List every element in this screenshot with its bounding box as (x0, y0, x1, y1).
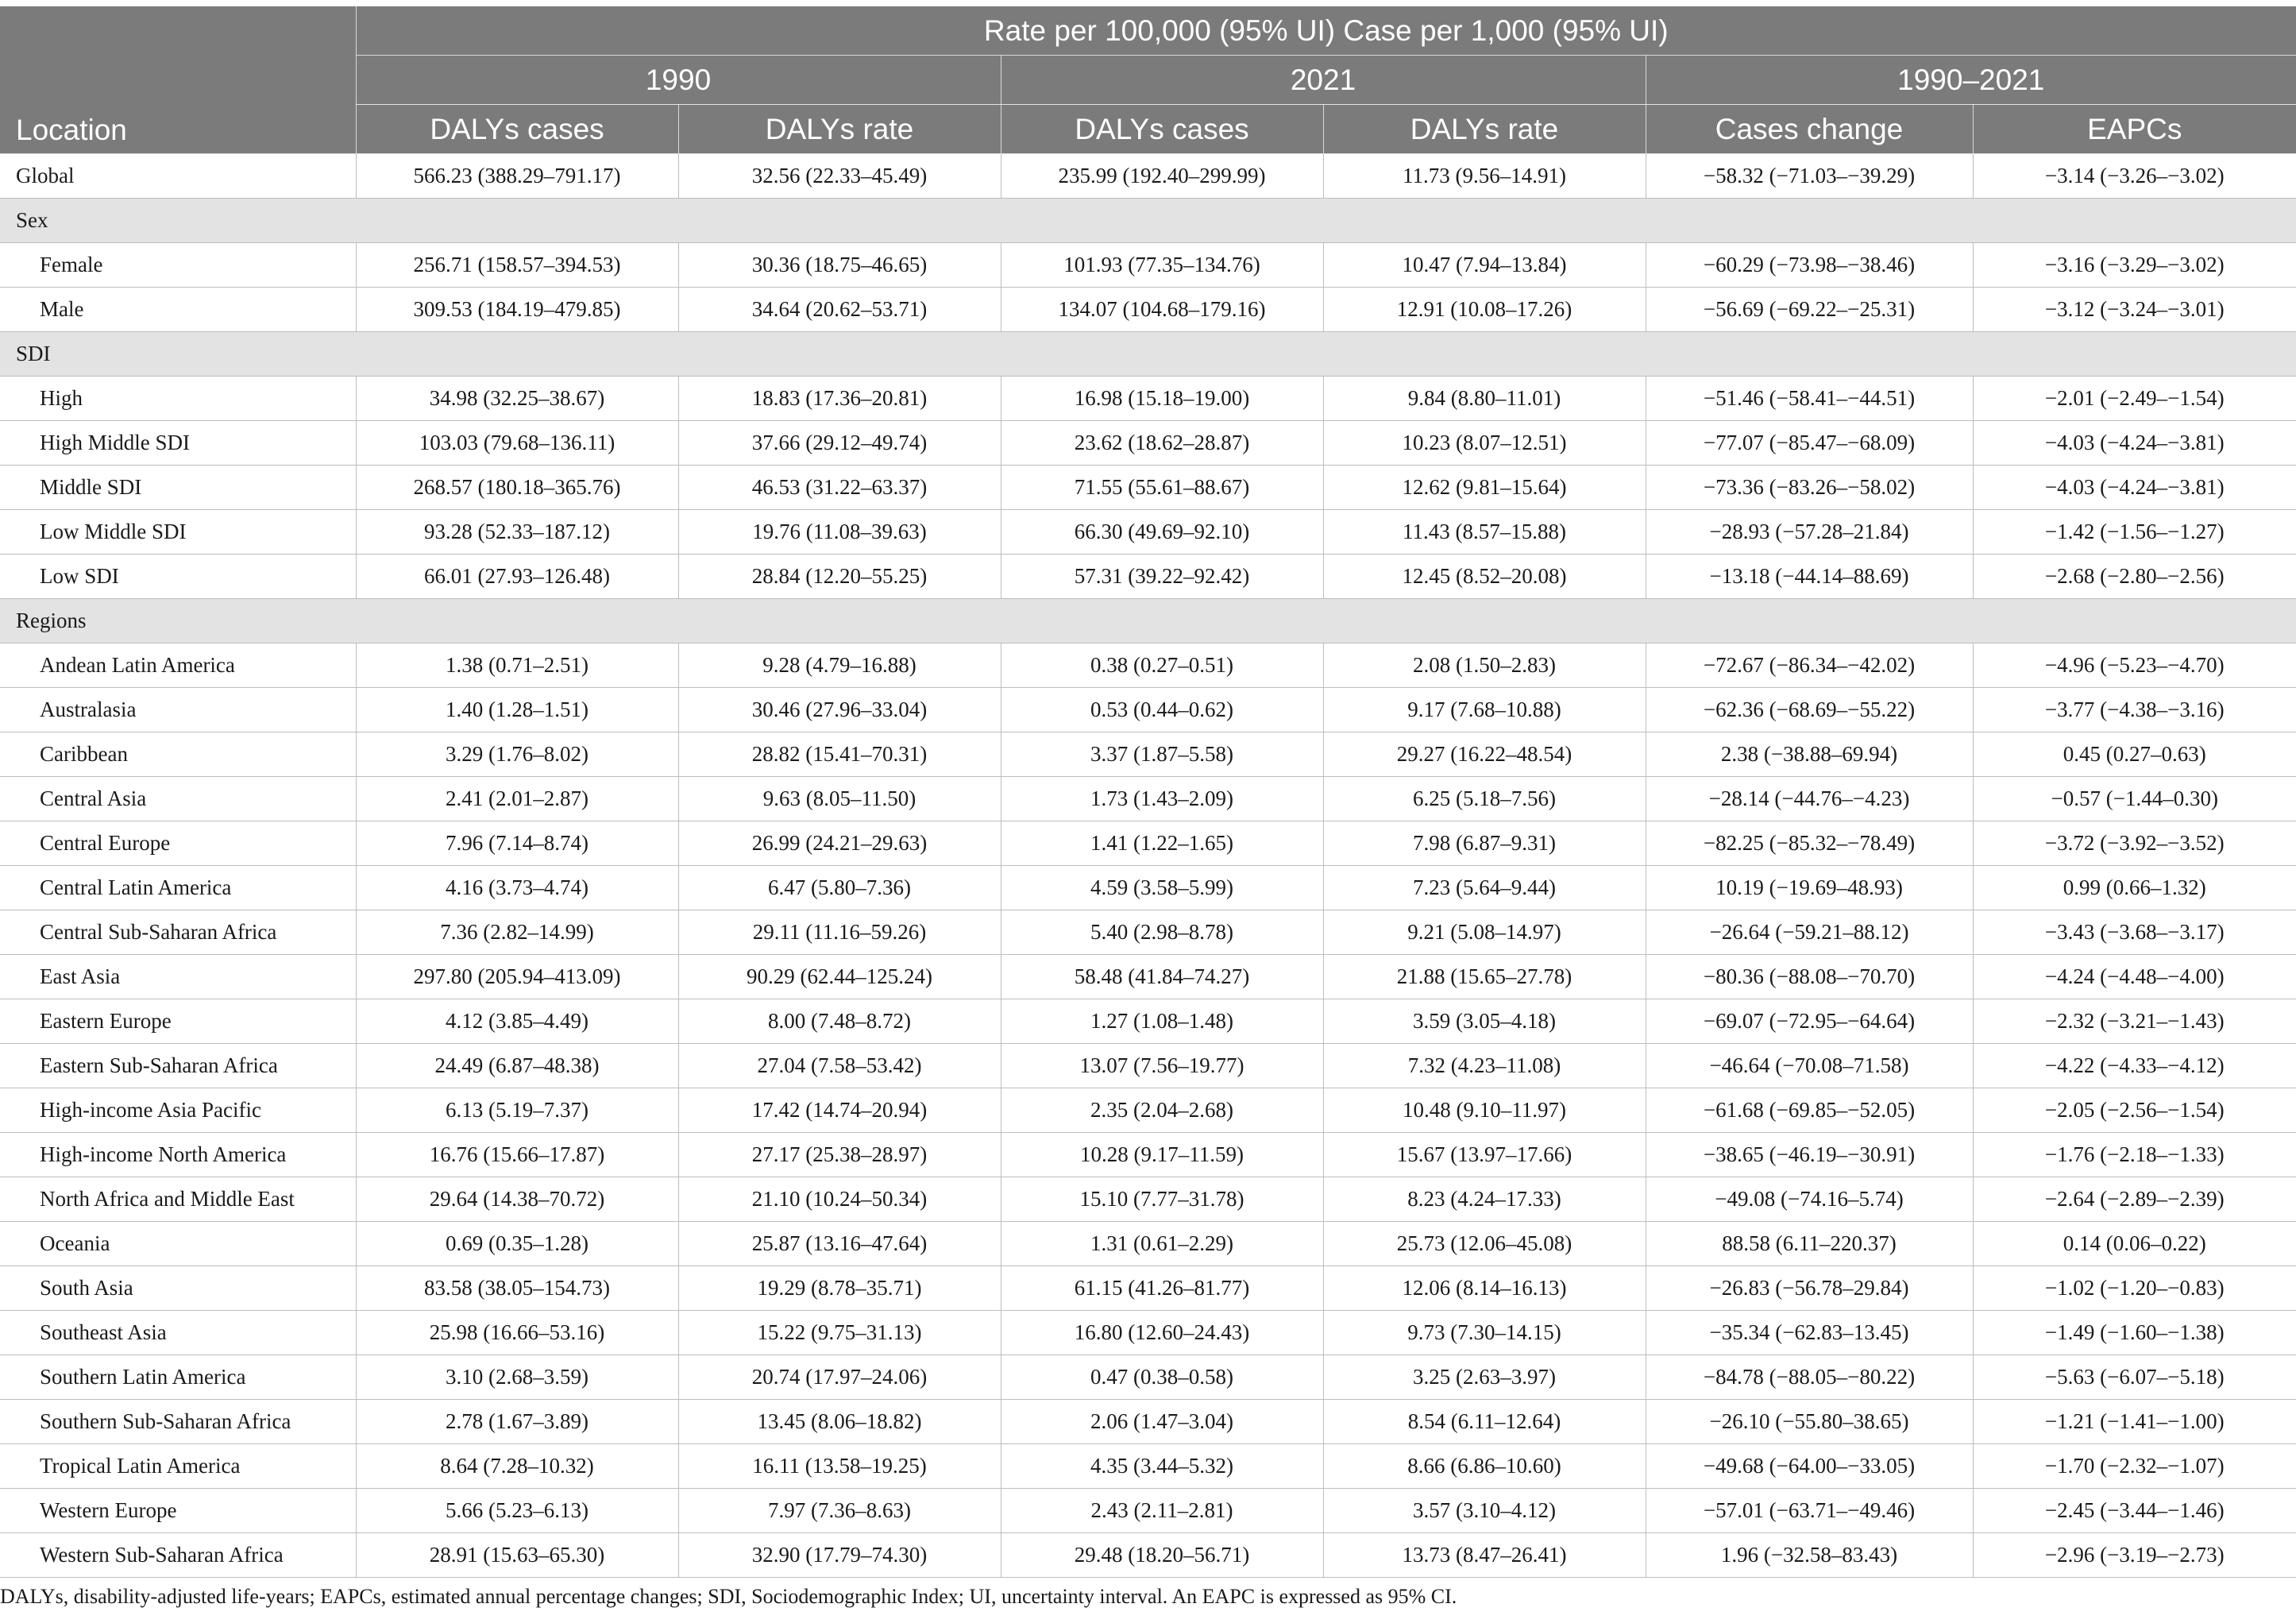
location-cell: High-income North America (0, 1133, 356, 1177)
table-row (0, 1133, 2296, 1177)
value-cell: 2.78 (1.67–3.89) (356, 1400, 678, 1444)
value-cell: 16.76 (15.66–17.87) (356, 1133, 678, 1177)
location-cell: High-income Asia Pacific (0, 1088, 356, 1133)
value-cell: −4.96 (−5.23–−4.70) (1973, 643, 2296, 688)
value-cell: 12.45 (8.52–20.08) (1323, 555, 1646, 599)
value-cell: 10.47 (7.94–13.84) (1323, 243, 1646, 288)
value-cell: 6.47 (5.80–7.36) (678, 866, 1001, 910)
value-cell: 7.97 (7.36–8.63) (678, 1489, 1001, 1533)
value-cell: 4.12 (3.85–4.49) (356, 999, 678, 1044)
value-cell: −1.21 (−1.41–−1.00) (1973, 1400, 2296, 1444)
location-cell: Western Sub-Saharan Africa (0, 1533, 356, 1578)
value-cell: 12.62 (9.81–15.64) (1323, 466, 1646, 510)
value-cell: 9.28 (4.79–16.88) (678, 643, 1001, 688)
value-cell: 8.66 (6.86–10.60) (1323, 1444, 1646, 1489)
table-row (0, 643, 2296, 688)
value-cell: 13.73 (8.47–26.41) (1323, 1533, 1646, 1578)
value-cell: −80.36 (−88.08–−70.70) (1646, 955, 1973, 999)
table-row (0, 510, 2296, 555)
table-row (0, 154, 2296, 199)
section-row (0, 599, 2296, 643)
value-cell: 30.46 (27.96–33.04) (678, 688, 1001, 732)
value-cell: −26.64 (−59.21–88.12) (1646, 910, 1973, 955)
value-cell: −3.14 (−3.26–−3.02) (1973, 154, 2296, 199)
value-cell: −28.14 (−44.76–−4.23) (1646, 777, 1973, 821)
value-cell: 29.48 (18.20–56.71) (1001, 1533, 1323, 1578)
dalys-table (0, 6, 2296, 1578)
value-cell: −56.69 (−69.22–−25.31) (1646, 288, 1973, 332)
value-cell: 2.08 (1.50–2.83) (1323, 643, 1646, 688)
value-cell: 19.29 (8.78–35.71) (678, 1266, 1001, 1311)
value-cell: 235.99 (192.40–299.99) (1001, 154, 1323, 199)
value-cell: 12.06 (8.14–16.13) (1323, 1266, 1646, 1311)
value-cell: 23.62 (18.62–28.87) (1001, 421, 1323, 466)
super-header: Rate per 100,000 (95% UI) Case per 1,000 (95% UI) (356, 6, 2296, 56)
value-cell: 32.56 (22.33–45.49) (678, 154, 1001, 199)
location-cell: Eastern Sub-Saharan Africa (0, 1044, 356, 1088)
value-cell: 3.57 (3.10–4.12) (1323, 1489, 1646, 1533)
location-header: Location (0, 6, 356, 154)
subcolumn-header: DALYs rate (678, 105, 1001, 154)
value-cell: 29.64 (14.38–70.72) (356, 1177, 678, 1222)
value-cell: 27.04 (7.58–53.42) (678, 1044, 1001, 1088)
value-cell: 0.53 (0.44–0.62) (1001, 688, 1323, 732)
value-cell: −2.45 (−3.44–−1.46) (1973, 1489, 2296, 1533)
value-cell: −2.64 (−2.89–−2.39) (1973, 1177, 2296, 1222)
value-cell: −82.25 (−85.32–−78.49) (1646, 821, 1973, 866)
value-cell: −4.03 (−4.24–−3.81) (1973, 466, 2296, 510)
value-cell: −1.76 (−2.18–−1.33) (1973, 1133, 2296, 1177)
value-cell: 1.38 (0.71–2.51) (356, 643, 678, 688)
table-row (0, 1044, 2296, 1088)
value-cell: −2.01 (−2.49–−1.54) (1973, 377, 2296, 421)
value-cell: 3.59 (3.05–4.18) (1323, 999, 1646, 1044)
section-row (0, 332, 2296, 377)
table-row (0, 377, 2296, 421)
value-cell: 0.47 (0.38–0.58) (1001, 1355, 1323, 1400)
value-cell: −58.32 (−71.03–−39.29) (1646, 154, 1973, 199)
value-cell: 15.22 (9.75–31.13) (678, 1311, 1001, 1355)
value-cell: 93.28 (52.33–187.12) (356, 510, 678, 555)
value-cell: 90.29 (62.44–125.24) (678, 955, 1001, 999)
value-cell: 3.25 (2.63–3.97) (1323, 1355, 1646, 1400)
location-cell: Tropical Latin America (0, 1444, 356, 1489)
table-row (0, 688, 2296, 732)
value-cell: −1.70 (−2.32–−1.07) (1973, 1444, 2296, 1489)
value-cell: 2.41 (2.01–2.87) (356, 777, 678, 821)
table-row (0, 421, 2296, 466)
value-cell: 30.36 (18.75–46.65) (678, 243, 1001, 288)
value-cell: 1.96 (−32.58–83.43) (1646, 1533, 1973, 1578)
location-cell: Female (0, 243, 356, 288)
table-row (0, 866, 2296, 910)
table-row (0, 1400, 2296, 1444)
value-cell: −26.83 (−56.78–29.84) (1646, 1266, 1973, 1311)
table-row (0, 1444, 2296, 1489)
value-cell: 2.38 (−38.88–69.94) (1646, 732, 1973, 777)
value-cell: −60.29 (−73.98–−38.46) (1646, 243, 1973, 288)
table-body (0, 154, 2296, 1578)
value-cell: −4.03 (−4.24–−3.81) (1973, 421, 2296, 466)
table-row (0, 288, 2296, 332)
value-cell: 2.06 (1.47–3.04) (1001, 1400, 1323, 1444)
value-cell: 28.91 (15.63–65.30) (356, 1533, 678, 1578)
value-cell: 0.14 (0.06–0.22) (1973, 1222, 2296, 1266)
location-cell: Male (0, 288, 356, 332)
location-cell: Australasia (0, 688, 356, 732)
value-cell: 29.11 (11.16–59.26) (678, 910, 1001, 955)
value-cell: −49.08 (−74.16–5.74) (1646, 1177, 1973, 1222)
value-cell: 4.35 (3.44–5.32) (1001, 1444, 1323, 1489)
value-cell: 46.53 (31.22–63.37) (678, 466, 1001, 510)
value-cell: −72.67 (−86.34–−42.02) (1646, 643, 1973, 688)
value-cell: −84.78 (−88.05–−80.22) (1646, 1355, 1973, 1400)
value-cell: 7.23 (5.64–9.44) (1323, 866, 1646, 910)
value-cell: −1.49 (−1.60–−1.38) (1973, 1311, 2296, 1355)
value-cell: 12.91 (10.08–17.26) (1323, 288, 1646, 332)
table-row (0, 1311, 2296, 1355)
table-row (0, 999, 2296, 1044)
value-cell: −1.42 (−1.56–−1.27) (1973, 510, 2296, 555)
value-cell: 2.43 (2.11–2.81) (1001, 1489, 1323, 1533)
value-cell: 4.59 (3.58–5.99) (1001, 866, 1323, 910)
value-cell: 9.17 (7.68–10.88) (1323, 688, 1646, 732)
value-cell: 18.83 (17.36–20.81) (678, 377, 1001, 421)
value-cell: 10.19 (−19.69–48.93) (1646, 866, 1973, 910)
value-cell: −28.93 (−57.28–21.84) (1646, 510, 1973, 555)
section-row (0, 199, 2296, 243)
value-cell: 268.57 (180.18–365.76) (356, 466, 678, 510)
value-cell: 34.98 (32.25–38.67) (356, 377, 678, 421)
value-cell: 134.07 (104.68–179.16) (1001, 288, 1323, 332)
value-cell: 101.93 (77.35–134.76) (1001, 243, 1323, 288)
value-cell: 8.64 (7.28–10.32) (356, 1444, 678, 1489)
subcolumn-header: Cases change (1646, 105, 1973, 154)
value-cell: 16.98 (15.18–19.00) (1001, 377, 1323, 421)
value-cell: 16.11 (13.58–19.25) (678, 1444, 1001, 1489)
value-cell: 0.45 (0.27–0.63) (1973, 732, 2296, 777)
value-cell: 57.31 (39.22–92.42) (1001, 555, 1323, 599)
location-cell: Western Europe (0, 1489, 356, 1533)
value-cell: 8.54 (6.11–12.64) (1323, 1400, 1646, 1444)
table-row (0, 1489, 2296, 1533)
value-cell: 3.29 (1.76–8.02) (356, 732, 678, 777)
location-cell: High Middle SDI (0, 421, 356, 466)
value-cell: 27.17 (25.38–28.97) (678, 1133, 1001, 1177)
value-cell: 83.58 (38.05–154.73) (356, 1266, 678, 1311)
value-cell: −0.57 (−1.44–0.30) (1973, 777, 2296, 821)
section-label: SDI (0, 332, 2296, 377)
value-cell: 71.55 (55.61–88.67) (1001, 466, 1323, 510)
location-cell: Andean Latin America (0, 643, 356, 688)
value-cell: 11.73 (9.56–14.91) (1323, 154, 1646, 199)
value-cell: 0.69 (0.35–1.28) (356, 1222, 678, 1266)
location-cell: North Africa and Middle East (0, 1177, 356, 1222)
value-cell: 66.01 (27.93–126.48) (356, 555, 678, 599)
value-cell: 25.87 (13.16–47.64) (678, 1222, 1001, 1266)
value-cell: −3.72 (−3.92–−3.52) (1973, 821, 2296, 866)
value-cell: 20.74 (17.97–24.06) (678, 1355, 1001, 1400)
value-cell: 24.49 (6.87–48.38) (356, 1044, 678, 1088)
value-cell: 9.63 (8.05–11.50) (678, 777, 1001, 821)
value-cell: 8.23 (4.24–17.33) (1323, 1177, 1646, 1222)
value-cell: −57.01 (−63.71–−49.46) (1646, 1489, 1973, 1533)
value-cell: 3.37 (1.87–5.58) (1001, 732, 1323, 777)
value-cell: −4.24 (−4.48–−4.00) (1973, 955, 2296, 999)
table-row (0, 777, 2296, 821)
value-cell: 5.40 (2.98–8.78) (1001, 910, 1323, 955)
value-cell: 1.40 (1.28–1.51) (356, 688, 678, 732)
table-row (0, 1533, 2296, 1578)
value-cell: 309.53 (184.19–479.85) (356, 288, 678, 332)
table-row (0, 555, 2296, 599)
value-cell: −2.96 (−3.19–−2.73) (1973, 1533, 2296, 1578)
value-cell: 256.71 (158.57–394.53) (356, 243, 678, 288)
value-cell: 26.99 (24.21–29.63) (678, 821, 1001, 866)
location-cell: Eastern Europe (0, 999, 356, 1044)
value-cell: −1.02 (−1.20–−0.83) (1973, 1266, 2296, 1311)
location-cell: Central Asia (0, 777, 356, 821)
value-cell: 21.10 (10.24–50.34) (678, 1177, 1001, 1222)
value-cell: 28.84 (12.20–55.25) (678, 555, 1001, 599)
location-cell: East Asia (0, 955, 356, 999)
location-cell: Low SDI (0, 555, 356, 599)
value-cell: 19.76 (11.08–39.63) (678, 510, 1001, 555)
value-cell: −61.68 (−69.85–−52.05) (1646, 1088, 1973, 1133)
value-cell: 61.15 (41.26–81.77) (1001, 1266, 1323, 1311)
period-header-change: 1990–2021 (1646, 56, 2296, 105)
value-cell: 566.23 (388.29–791.17) (356, 154, 678, 199)
value-cell: −3.16 (−3.29–−3.02) (1973, 243, 2296, 288)
value-cell: 9.73 (7.30–14.15) (1323, 1311, 1646, 1355)
value-cell: 0.99 (0.66–1.32) (1973, 866, 2296, 910)
value-cell: −3.77 (−4.38–−3.16) (1973, 688, 2296, 732)
value-cell: −2.68 (−2.80–−2.56) (1973, 555, 2296, 599)
value-cell: 25.73 (12.06–45.08) (1323, 1222, 1646, 1266)
table-row (0, 1355, 2296, 1400)
value-cell: 10.48 (9.10–11.97) (1323, 1088, 1646, 1133)
value-cell: 58.48 (41.84–74.27) (1001, 955, 1323, 999)
value-cell: 7.32 (4.23–11.08) (1323, 1044, 1646, 1088)
value-cell: 13.07 (7.56–19.77) (1001, 1044, 1323, 1088)
location-cell: Global (0, 154, 356, 199)
value-cell: 37.66 (29.12–49.74) (678, 421, 1001, 466)
value-cell: −3.43 (−3.68–−3.17) (1973, 910, 2296, 955)
table-row (0, 1222, 2296, 1266)
table-row (0, 821, 2296, 866)
value-cell: 13.45 (8.06–18.82) (678, 1400, 1001, 1444)
location-cell: Central Sub-Saharan Africa (0, 910, 356, 955)
location-cell: Southern Latin America (0, 1355, 356, 1400)
value-cell: 1.31 (0.61–2.29) (1001, 1222, 1323, 1266)
section-label: Sex (0, 199, 2296, 243)
value-cell: −69.07 (−72.95–−64.64) (1646, 999, 1973, 1044)
location-cell: Southern Sub-Saharan Africa (0, 1400, 356, 1444)
table-row (0, 1177, 2296, 1222)
value-cell: 9.21 (5.08–14.97) (1323, 910, 1646, 955)
value-cell: 9.84 (8.80–11.01) (1323, 377, 1646, 421)
table-row (0, 732, 2296, 777)
location-cell: High (0, 377, 356, 421)
subcolumn-header: DALYs rate (1323, 105, 1646, 154)
value-cell: 66.30 (49.69–92.10) (1001, 510, 1323, 555)
value-cell: 6.25 (5.18–7.56) (1323, 777, 1646, 821)
value-cell: 32.90 (17.79–74.30) (678, 1533, 1001, 1578)
value-cell: 5.66 (5.23–6.13) (356, 1489, 678, 1533)
period-header-2021: 2021 (1001, 56, 1646, 105)
location-cell: Low Middle SDI (0, 510, 356, 555)
value-cell: 10.23 (8.07–12.51) (1323, 421, 1646, 466)
value-cell: 1.73 (1.43–2.09) (1001, 777, 1323, 821)
table-row (0, 1266, 2296, 1311)
period-header-1990: 1990 (356, 56, 1001, 105)
location-cell: South Asia (0, 1266, 356, 1311)
value-cell: −5.63 (−6.07–−5.18) (1973, 1355, 2296, 1400)
value-cell: 15.67 (13.97–17.66) (1323, 1133, 1646, 1177)
value-cell: 88.58 (6.11–220.37) (1646, 1222, 1973, 1266)
value-cell: −38.65 (−46.19–−30.91) (1646, 1133, 1973, 1177)
location-cell: Central Europe (0, 821, 356, 866)
value-cell: −35.34 (−62.83–13.45) (1646, 1311, 1973, 1355)
value-cell: −2.05 (−2.56–−1.54) (1973, 1088, 2296, 1133)
value-cell: 1.41 (1.22–1.65) (1001, 821, 1323, 866)
subcolumn-header: DALYs cases (356, 105, 678, 154)
location-cell: Central Latin America (0, 866, 356, 910)
value-cell: 3.10 (2.68–3.59) (356, 1355, 678, 1400)
location-cell: Oceania (0, 1222, 356, 1266)
value-cell: −73.36 (−83.26–−58.02) (1646, 466, 1973, 510)
table-row (0, 910, 2296, 955)
location-cell: Middle SDI (0, 466, 356, 510)
subcolumn-header: DALYs cases (1001, 105, 1323, 154)
value-cell: 16.80 (12.60–24.43) (1001, 1311, 1323, 1355)
value-cell: −49.68 (−64.00–−33.05) (1646, 1444, 1973, 1489)
value-cell: 7.96 (7.14–8.74) (356, 821, 678, 866)
value-cell: −2.32 (−3.21–−1.43) (1973, 999, 2296, 1044)
section-label: Regions (0, 599, 2296, 643)
value-cell: −51.46 (−58.41–−44.51) (1646, 377, 1973, 421)
value-cell: 25.98 (16.66–53.16) (356, 1311, 678, 1355)
value-cell: 297.80 (205.94–413.09) (356, 955, 678, 999)
value-cell: 7.98 (6.87–9.31) (1323, 821, 1646, 866)
value-cell: 4.16 (3.73–4.74) (356, 866, 678, 910)
table-row (0, 466, 2296, 510)
table-footnote: DALYs, disability-adjusted life-years; EAPCs, estimated annual percentage changes; SDI, Sociodemographic Index; UI, uncertainty interval. An EAPC is expressed as 95% CI. (0, 1585, 1457, 1608)
value-cell: 1.27 (1.08–1.48) (1001, 999, 1323, 1044)
value-cell: 11.43 (8.57–15.88) (1323, 510, 1646, 555)
table-row (0, 955, 2296, 999)
value-cell: 21.88 (15.65–27.78) (1323, 955, 1646, 999)
value-cell: 29.27 (16.22–48.54) (1323, 732, 1646, 777)
value-cell: −62.36 (−68.69–−55.22) (1646, 688, 1973, 732)
table-row (0, 1088, 2296, 1133)
value-cell: 28.82 (15.41–70.31) (678, 732, 1001, 777)
value-cell: 0.38 (0.27–0.51) (1001, 643, 1323, 688)
value-cell: 2.35 (2.04–2.68) (1001, 1088, 1323, 1133)
value-cell: −77.07 (−85.47–−68.09) (1646, 421, 1973, 466)
value-cell: 17.42 (14.74–20.94) (678, 1088, 1001, 1133)
value-cell: 15.10 (7.77–31.78) (1001, 1177, 1323, 1222)
location-cell: Caribbean (0, 732, 356, 777)
value-cell: −46.64 (−70.08–71.58) (1646, 1044, 1973, 1088)
value-cell: −4.22 (−4.33–−4.12) (1973, 1044, 2296, 1088)
value-cell: 8.00 (7.48–8.72) (678, 999, 1001, 1044)
value-cell: 7.36 (2.82–14.99) (356, 910, 678, 955)
table-header (0, 6, 2296, 154)
value-cell: 103.03 (79.68–136.11) (356, 421, 678, 466)
value-cell: 34.64 (20.62–53.71) (678, 288, 1001, 332)
table-row (0, 243, 2296, 288)
value-cell: −3.12 (−3.24–−3.01) (1973, 288, 2296, 332)
value-cell: −26.10 (−55.80–38.65) (1646, 1400, 1973, 1444)
value-cell: −13.18 (−44.14–88.69) (1646, 555, 1973, 599)
value-cell: 6.13 (5.19–7.37) (356, 1088, 678, 1133)
location-cell: Southeast Asia (0, 1311, 356, 1355)
subcolumn-header: EAPCs (1973, 105, 2296, 154)
value-cell: 10.28 (9.17–11.59) (1001, 1133, 1323, 1177)
